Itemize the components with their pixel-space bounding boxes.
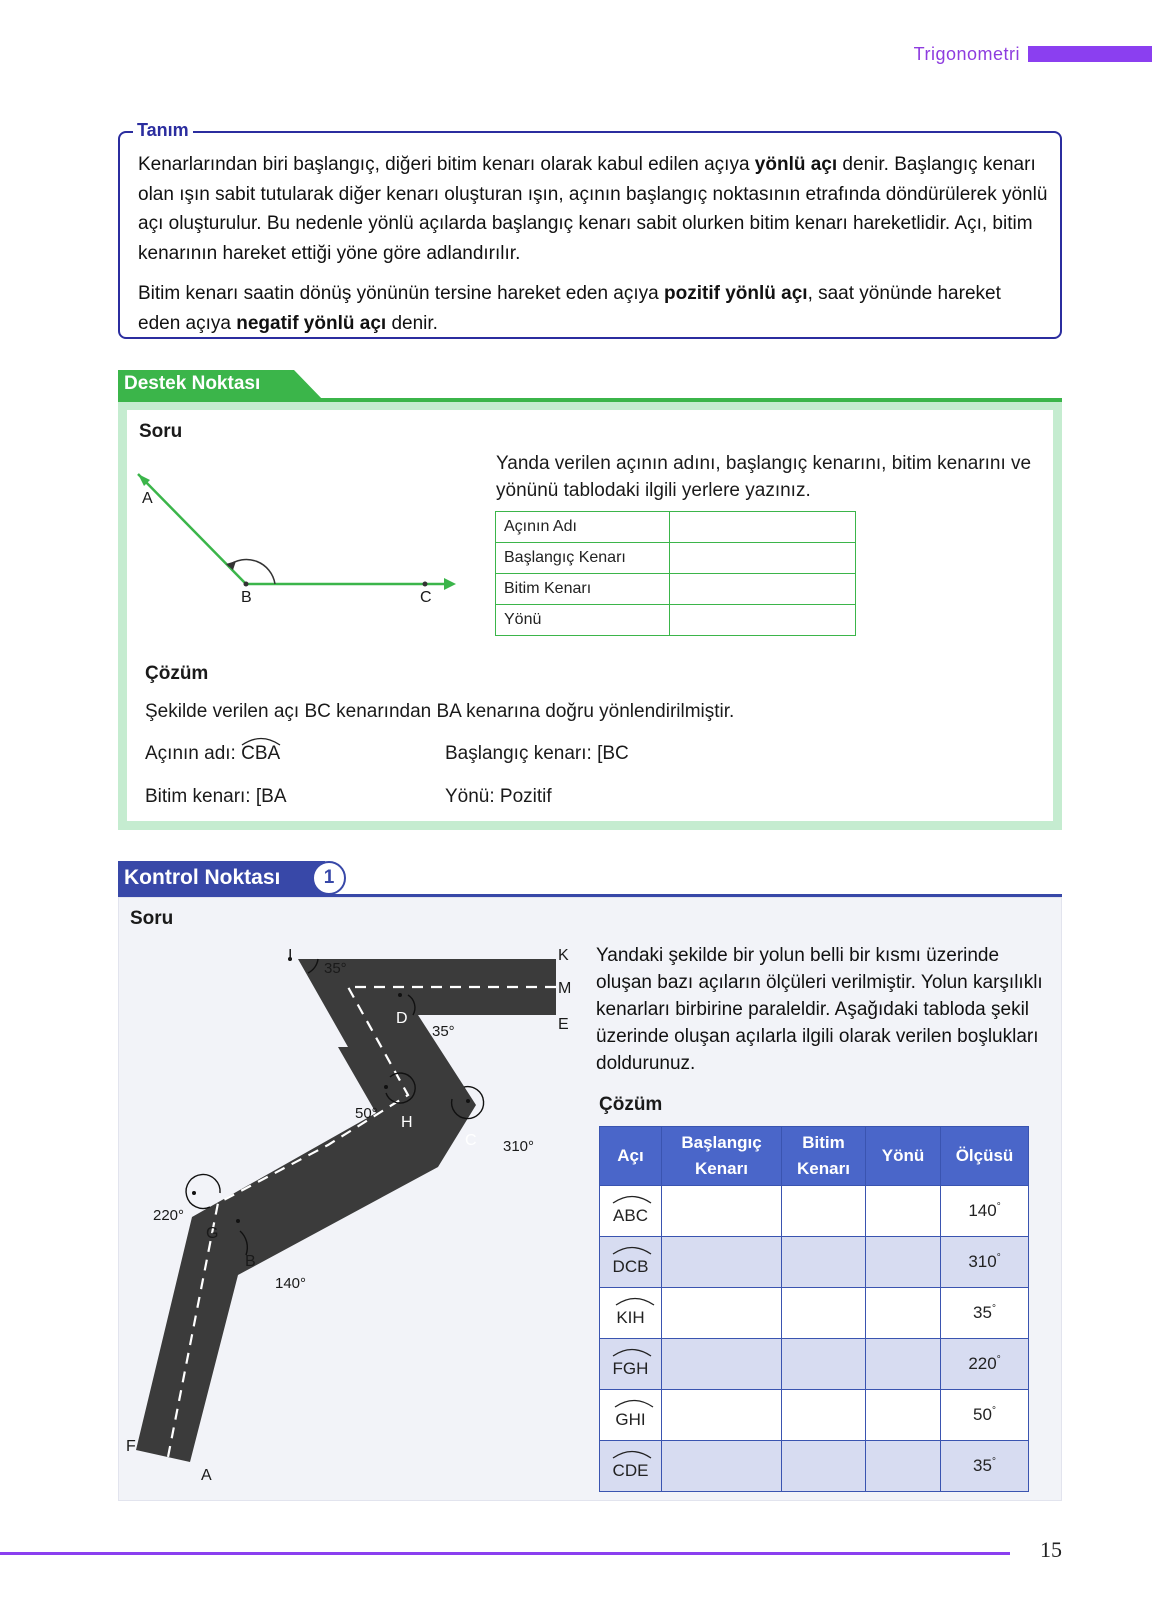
page-number: 15 (1040, 1537, 1062, 1562)
angle-name: ABC (613, 1205, 648, 1225)
destek-answer-table (495, 511, 856, 636)
def-p1-a: Kenarlarından biri başlangıç, diğeri bitim kenarı olarak kabul edilen açıya (138, 154, 755, 175)
answer-cell[interactable] (662, 1441, 782, 1492)
road-angle-h: 50° (355, 1105, 378, 1122)
angle-cell (600, 1186, 662, 1237)
road-label-d: D (396, 1010, 408, 1027)
table-row (496, 543, 856, 574)
answer-cell[interactable] (866, 1390, 941, 1441)
def-p2-c: , saat yönünde hareket eden açıya (138, 283, 1001, 334)
answer-cell[interactable] (670, 574, 856, 605)
answer-cell[interactable] (662, 1288, 782, 1339)
def-term-pozitif: pozitif yönlü açı (664, 283, 808, 304)
row-label: Bitim Kenarı (496, 574, 670, 605)
angle-name: CDE (612, 1460, 649, 1480)
row-label: Başlangıç Kenarı (496, 543, 670, 574)
degree-sign: ° (996, 1353, 1001, 1365)
road-label-k: K (558, 947, 569, 964)
degree-sign: ° (991, 1455, 996, 1467)
measure-cell (941, 1186, 1029, 1237)
angle-name-value: CBA (241, 743, 281, 764)
road-shape (136, 959, 556, 1462)
point-h (384, 1085, 388, 1089)
kontrol-title: Kontrol Noktası (124, 866, 281, 889)
def-p1-c: denir. Başlangıç kenarı olan ışın sabit tutularak diğer kenarı oluşturan ışın, açının başlangıç noktasının etrafında döndürülerek yönlü açı oluşturulur. Bu nedenle yönlü açılarda başlangıç kenarı sabit olurken bitim kenarı hareketlidir. Açı, bitim kenarının hareket ettiği yöne göre adlandırılır. (138, 154, 1048, 264)
angle-cell (600, 1339, 662, 1390)
kontrol-soru-label: Soru (130, 908, 174, 929)
col-olcu: Ölçüsü (941, 1127, 1029, 1186)
road-angle-c: 310° (503, 1138, 535, 1155)
measure-cell (941, 1237, 1029, 1288)
measure-value: 35 (973, 1302, 992, 1322)
destek-angle-name (145, 743, 280, 765)
destek-angle-figure (130, 460, 470, 610)
measure-cell (941, 1441, 1029, 1492)
answer-cell[interactable] (782, 1441, 866, 1492)
answer-cell[interactable] (662, 1390, 782, 1441)
angle-hat-icon (612, 1347, 652, 1357)
kontrol-answer-table (599, 1126, 1029, 1492)
angle-hat-icon (612, 1194, 652, 1204)
point-c (423, 582, 428, 587)
section-title: Trigonometri (913, 44, 1020, 64)
table-row (600, 1339, 1029, 1390)
angle-hat-icon (615, 1296, 655, 1306)
table-row (496, 605, 856, 636)
def-p2-e: denir. (386, 312, 438, 334)
road-label-g: G (206, 1225, 219, 1242)
answer-cell[interactable] (866, 1186, 941, 1237)
col-bitim-line1: Bitim (802, 1133, 845, 1152)
answer-cell[interactable] (866, 1237, 941, 1288)
angle-hat-icon (614, 1398, 654, 1408)
arc-g (186, 1174, 220, 1208)
kontrol-cozum-label: Çözüm (599, 1094, 663, 1115)
answer-cell[interactable] (866, 1339, 941, 1390)
footer-rule (0, 1552, 1010, 1555)
answer-cell[interactable] (866, 1288, 941, 1339)
answer-cell[interactable] (782, 1390, 866, 1441)
arrow-c (444, 578, 456, 590)
angle-hat-icon (241, 736, 281, 746)
col-bitim-line2: Kenarı (797, 1159, 850, 1178)
definition-text (138, 150, 1048, 349)
answer-cell[interactable] (662, 1339, 782, 1390)
angle-name: DCB (612, 1256, 649, 1276)
road-label-a: A (201, 1467, 212, 1484)
row-label: Yönü (496, 605, 670, 636)
table-row (600, 1288, 1029, 1339)
ray-ba (138, 474, 246, 584)
def-term-negatif: negatif yönlü açı (236, 312, 387, 334)
def-term-yonlu-aci: yönlü açı (754, 154, 838, 175)
table-row (600, 1186, 1029, 1237)
destek-start-edge: Başlangıç kenarı: [BC (445, 743, 629, 764)
destek-soru-label: Soru (139, 421, 183, 442)
angle-cell (600, 1390, 662, 1441)
destek-question: Yanda verilen açının adını, başlangıç kenarını, bitim kenarını ve yönünü tablodaki ilgili yerlere yazınız. (496, 453, 1032, 501)
header-accent-bar (1028, 46, 1152, 62)
destek-cozum-label: Çözüm (145, 663, 209, 684)
measure-value: 35 (973, 1455, 992, 1475)
answer-cell[interactable] (670, 605, 856, 636)
answer-cell[interactable] (670, 512, 856, 543)
point-b (236, 1219, 240, 1223)
answer-cell[interactable] (782, 1186, 866, 1237)
answer-cell[interactable] (782, 1339, 866, 1390)
kontrol-number-badge: 1 (312, 861, 346, 895)
angle-cell (600, 1237, 662, 1288)
label-c: C (420, 589, 432, 606)
col-aci: Açı (600, 1127, 662, 1186)
angle-name: KIH (616, 1307, 645, 1327)
angle-cell (600, 1441, 662, 1492)
destek-direction: Yönü: Pozitif (445, 786, 552, 807)
measure-value: 140 (968, 1200, 997, 1220)
measure-cell (941, 1339, 1029, 1390)
road-angle-g: 220° (153, 1207, 185, 1224)
angle-hat-icon (612, 1245, 652, 1255)
col-baslangic-line1: Başlangıç (681, 1133, 762, 1152)
road-label-i: I (288, 947, 293, 964)
road-label-b: B (245, 1253, 256, 1270)
angle-cell (600, 1288, 662, 1339)
answer-cell[interactable] (662, 1186, 782, 1237)
definition-label: Tanım (133, 120, 193, 141)
col-baslangic (662, 1127, 782, 1186)
point-g (192, 1191, 196, 1195)
destek-cozum-text: Şekilde verilen açı BC kenarından BA kenarına doğru yönlendirilmiştir. (145, 701, 735, 722)
road-figure (118, 935, 578, 1495)
table-header-row (600, 1127, 1029, 1186)
answer-cell[interactable] (662, 1237, 782, 1288)
degree-sign: ° (996, 1251, 1001, 1263)
road-angle-d: 35° (432, 1023, 455, 1040)
def-p2-a: Bitim kenarı saatin dönüş yönünün tersine hareket eden açıya (138, 283, 664, 304)
definition-paragraph-2 (138, 279, 1048, 338)
degree-sign: ° (991, 1404, 996, 1416)
road-label-e: E (558, 1016, 569, 1033)
table-row (600, 1441, 1029, 1492)
measure-cell (941, 1390, 1029, 1441)
destek-title: Destek Noktası (124, 373, 261, 394)
angle-hat-icon (612, 1449, 652, 1459)
table-row (496, 574, 856, 605)
road-label-m: M (558, 980, 572, 997)
label-a: A (142, 490, 153, 507)
answer-cell[interactable] (866, 1441, 941, 1492)
label-b: B (241, 589, 252, 606)
kontrol-question: Yandaki şekilde bir yolun belli bir kısmı üzerinde oluşan bazı açıların ölçüleri verilmiştir. Yolun karşılıklı kenarları birbirine paraleldir. Aşağıdaki tabloda şekil üzerinde oluşan açılarla ilgili olarak verilen boşlukları doldurunuz. (596, 945, 1043, 1074)
table-row (496, 512, 856, 543)
road-label-h: H (401, 1114, 413, 1131)
point-c (466, 1099, 470, 1103)
road-angle-b: 140° (275, 1275, 307, 1292)
road-label-f: F (126, 1438, 136, 1455)
point-d (398, 993, 402, 997)
angle-name-value-wrap (241, 743, 280, 765)
measure-value: 220 (968, 1353, 997, 1373)
angle-name: GHI (615, 1409, 646, 1429)
degree-sign: ° (996, 1200, 1001, 1212)
col-yon: Yönü (866, 1127, 941, 1186)
table-row (600, 1237, 1029, 1288)
answer-cell[interactable] (782, 1237, 866, 1288)
col-bitim (782, 1127, 866, 1186)
degree-sign: ° (991, 1302, 996, 1314)
measure-value: 50 (973, 1404, 992, 1424)
answer-cell[interactable] (782, 1288, 866, 1339)
answer-cell[interactable] (670, 543, 856, 574)
point-b (244, 582, 249, 587)
row-label: Açının Adı (496, 512, 670, 543)
measure-cell (941, 1288, 1029, 1339)
angle-name: FGH (612, 1358, 649, 1378)
definition-paragraph-1 (138, 150, 1048, 268)
angle-name-label: Açının adı: (145, 743, 242, 764)
table-row (600, 1390, 1029, 1441)
road-angle-i: 35° (324, 960, 347, 977)
road-label-c: C (465, 1132, 477, 1149)
destek-end-edge: Bitim kenarı: [BA (145, 786, 287, 807)
col-baslangic-line2: Kenarı (695, 1159, 748, 1178)
measure-value: 310 (968, 1251, 997, 1271)
